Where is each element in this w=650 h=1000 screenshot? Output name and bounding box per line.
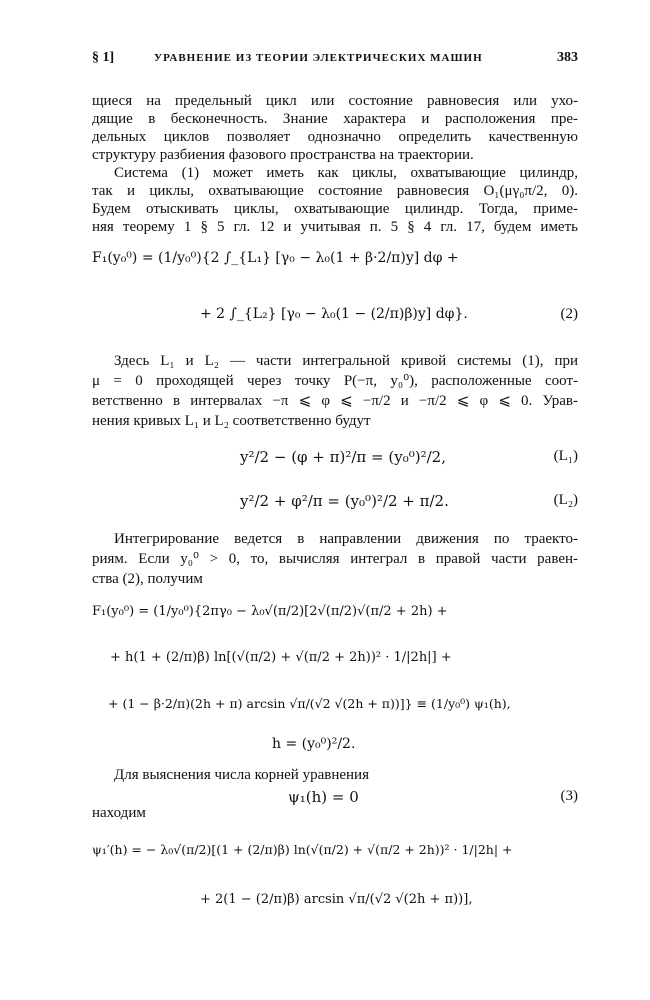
text-line: нения кривых L₁ и L₂ соответственно будут [92,413,371,429]
text-line: Для выяснения числа корней уравнения [114,767,369,783]
equation-number: (2) [560,306,578,322]
formula-psi-line-1: ψ₁′(h) = − λ₀√(π/2)[(1 + (2/π)β) ln(√(π/2) + √(π/2 + 2h))² · 1/|2h| + [92,842,513,857]
curve-l1-equation: y²/2 − (φ + π)²/π = (y₀⁰)²/2, [240,448,446,466]
text-line: ветственно в интервалах −π ⩽ φ ⩽ −π/2 и −π/2 ⩽ φ ⩽ 0. Урав- [92,393,578,409]
text-line: няя теорему 1 § 5 гл. 12 и учитывая п. 5 § 4 гл. 17, будем иметь [92,219,578,235]
text-line: дящие в бесконечность. Знание характера и расположения пре- [92,111,578,127]
formula-f-line-1: F₁(y₀⁰) = (1/y₀⁰){2πγ₀ − λ₀√(π/2)[2√(π/2)√(π/2 + 2h) + [92,604,448,619]
text-line: риям. Если y₀⁰ > 0, то, вычисляя интеграл в правой части равен- [92,551,578,567]
page-number: 383 [557,50,578,65]
text-line: щиеся на предельный цикл или состояние равновесия или ухо- [92,93,578,109]
curve-l2-equation: y²/2 + φ²/π = (y₀⁰)²/2 + π/2. [240,492,449,510]
text-line: Будем отыскивать циклы, охватывающие цилиндр. Тогда, приме- [92,201,578,217]
text-line: структуру разбиения фазового пространства на траектории. [92,147,474,163]
equation-2-line-1: F₁(y₀⁰) = (1/y₀⁰){2 ∫_{L₁} [γ₀ − λ₀(1 + β·2/π)y] dφ + [92,250,459,266]
text-line: Здесь L₁ и L₂ — части интегральной кривой системы (1), при [114,353,578,369]
formula-f-line-3: + (1 − β·2/π)(2h + π) arcsin √π/(√2 √(2h + π))]} ≡ (1/y₀⁰) ψ₁(h), [108,696,511,711]
running-title: УРАВНЕНИЕ ИЗ ТЕОРИИ ЭЛЕКТРИЧЕСКИХ МАШИН [154,52,483,64]
formula-f-line-4: h = (y₀⁰)²/2. [272,736,356,752]
text-line: Система (1) может иметь как циклы, охватывающие цилиндр, [114,165,578,181]
equation-2-line-2: + 2 ∫_{L₂} [γ₀ − λ₀(1 − (2/π)β)y] dφ}. [200,306,468,322]
formula-f-line-2: + h(1 + (2/π)β) ln[(√(π/2) + √(π/2 + 2h))² · 1/|2h|] + [110,650,452,665]
formula-psi-line-2: + 2(1 − (2/π)β) arcsin √π/(√2 √(2h + π))], [200,892,473,907]
equation-number: (3) [560,788,578,804]
text-line: так и циклы, охватывающие состояние равновесия O₁(μγ₀π/2, 0). [92,183,578,199]
text-line: ства (2), получим [92,571,203,587]
text-line: Интегрирование ведется в направлении движения по траекто- [114,531,578,547]
running-header [92,50,578,70]
text-line: μ = 0 проходящей через точку P(−π, y₀⁰), расположенные соот- [92,373,578,389]
text-line: находим [92,805,146,821]
curve-l2-label: (L₂) [553,492,578,508]
curve-l1-label: (L₁) [553,448,578,464]
section-marker: § 1] [92,50,115,65]
text-line: дельных циклов позволяет однозначно определить качественную [92,129,578,145]
equation-3: ψ₁(h) = 0 [288,788,359,806]
